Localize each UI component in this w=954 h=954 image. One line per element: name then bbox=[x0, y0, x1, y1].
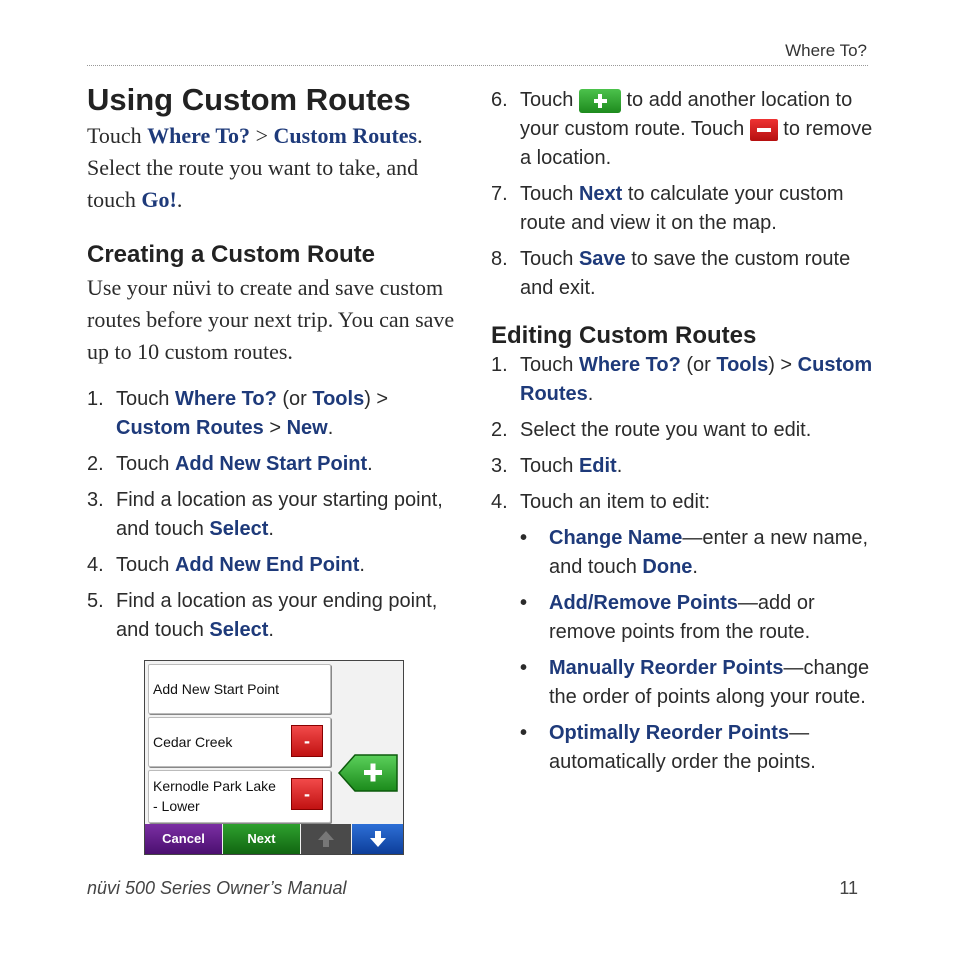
page-number: 11 bbox=[839, 878, 858, 898]
step-text: Touch bbox=[520, 248, 579, 270]
device-screenshot bbox=[144, 660, 404, 855]
bullet-icon: • bbox=[520, 592, 528, 614]
option-text: —add or remove points from the route. bbox=[549, 592, 815, 643]
step-keyword: Next bbox=[578, 183, 623, 205]
creating-steps-continued bbox=[491, 86, 876, 303]
option-keyword: Done bbox=[642, 556, 693, 578]
item-label: Cedar Creek bbox=[153, 734, 233, 750]
step-keyword: Add New Start Point bbox=[174, 453, 368, 475]
step-number: 7. bbox=[491, 183, 508, 205]
step-text: Touch bbox=[520, 354, 579, 376]
step-keyword: Save bbox=[578, 248, 626, 270]
list-item bbox=[87, 450, 467, 479]
bullet-icon: • bbox=[520, 657, 528, 679]
arrow-up-icon bbox=[316, 829, 336, 849]
step-text: Find a location as your ending point, and touch bbox=[116, 590, 438, 641]
editing-steps bbox=[491, 351, 876, 517]
list-item bbox=[491, 488, 876, 517]
edit-options bbox=[520, 524, 876, 777]
step-text: to remove a location. bbox=[520, 118, 873, 169]
list-item bbox=[87, 551, 467, 580]
list-item bbox=[491, 416, 876, 445]
step-text: . bbox=[327, 417, 334, 439]
step-keyword: Select bbox=[209, 619, 269, 641]
option-text: —automatically order the points. bbox=[549, 722, 816, 773]
step-text: to add another location to your custom route. Touch bbox=[520, 89, 853, 140]
step-text: Touch bbox=[116, 388, 175, 410]
scroll-down-button[interactable] bbox=[352, 824, 403, 854]
step-number: 5. bbox=[87, 590, 104, 612]
bullet-icon: • bbox=[520, 722, 528, 744]
step-text: . bbox=[587, 383, 594, 405]
step-number: 3. bbox=[87, 489, 104, 511]
list-item bbox=[87, 486, 467, 544]
step-number: 6. bbox=[491, 89, 508, 111]
step-text: Touch an item to edit: bbox=[520, 491, 711, 513]
step-text: . bbox=[616, 455, 623, 477]
step-number: 2. bbox=[87, 453, 104, 475]
list-item bbox=[491, 245, 876, 303]
arrow-down-icon bbox=[368, 829, 388, 849]
remove-minus-icon[interactable] bbox=[291, 778, 323, 810]
header-divider bbox=[87, 65, 868, 66]
plus-icon bbox=[579, 89, 621, 113]
list-item bbox=[520, 524, 876, 582]
step-text: Select the route you want to edit. bbox=[520, 419, 812, 441]
step-text: . bbox=[268, 619, 274, 641]
step-number: 4. bbox=[87, 554, 104, 576]
device-toolbar bbox=[145, 824, 403, 854]
intro-text: . bbox=[176, 187, 183, 212]
step-text: Find a location as your starting point, and touch bbox=[116, 489, 443, 540]
minus-icon bbox=[750, 119, 778, 141]
step-number: 2. bbox=[491, 419, 508, 441]
list-item bbox=[520, 589, 876, 647]
creating-paragraph: Use your nüvi to create and save custom routes before your next trip. You can save up to 10 custom routes. bbox=[87, 275, 455, 364]
intro-go: Go! bbox=[141, 187, 177, 212]
intro-text: > bbox=[250, 123, 274, 148]
step-keyword: Add New End Point bbox=[174, 554, 360, 576]
remove-minus-icon[interactable] bbox=[291, 725, 323, 757]
step-text: . bbox=[367, 453, 373, 475]
option-keyword: Add/Remove Points bbox=[549, 592, 738, 614]
creating-heading: Creating a Custom Route bbox=[87, 241, 376, 268]
left-column bbox=[87, 80, 467, 652]
step-keyword: Custom Routes bbox=[520, 354, 873, 405]
option-text: —change the order of points along your route. bbox=[549, 657, 870, 708]
cancel-button[interactable]: Cancel bbox=[145, 824, 222, 854]
list-item bbox=[520, 654, 876, 712]
step-text: . bbox=[268, 518, 274, 540]
step-text: . bbox=[359, 554, 365, 576]
step-text: to save the custom route and exit. bbox=[520, 248, 851, 299]
intro-where-to: Where To? bbox=[147, 123, 251, 148]
section-tab: Where To? bbox=[785, 41, 867, 60]
add-new-start-point-item[interactable] bbox=[148, 664, 331, 714]
step-number: 4. bbox=[491, 491, 508, 513]
manual-title-footer: nüvi 500 Series Owner’s Manual bbox=[87, 878, 347, 898]
intro-paragraph bbox=[87, 120, 467, 216]
scroll-up-button[interactable] bbox=[301, 824, 351, 854]
step-text: Touch bbox=[520, 89, 579, 111]
option-keyword: Change Name bbox=[549, 527, 683, 549]
intro-custom-routes: Custom Routes bbox=[273, 123, 418, 148]
step-keyword: Tools bbox=[312, 388, 365, 410]
step-text: Touch bbox=[520, 455, 579, 477]
list-item bbox=[491, 351, 876, 409]
step-keyword: New bbox=[286, 417, 328, 439]
list-item bbox=[491, 180, 876, 238]
step-number: 8. bbox=[491, 248, 508, 270]
item-label: Kernodle Park Lake - Lower bbox=[153, 778, 276, 814]
step-keyword: Where To? bbox=[174, 388, 277, 410]
step-keyword: Edit bbox=[578, 455, 617, 477]
step-keyword: Custom Routes bbox=[116, 417, 264, 439]
item-label: Add New Start Point bbox=[153, 681, 280, 697]
step-number: 3. bbox=[491, 455, 508, 477]
intro-text: . Select the route you want to take, and touch bbox=[87, 123, 423, 212]
list-item bbox=[520, 719, 876, 777]
list-item bbox=[491, 86, 876, 173]
step-text: > bbox=[263, 417, 287, 439]
step-number: 1. bbox=[87, 388, 104, 410]
page-title: Using Custom Routes bbox=[87, 82, 411, 117]
list-item bbox=[87, 385, 467, 443]
bullet-icon: • bbox=[520, 527, 528, 549]
step-text: to calculate your custom route and view it on the map. bbox=[520, 183, 844, 234]
step-text: ) > bbox=[364, 388, 389, 410]
add-plus-icon[interactable] bbox=[337, 753, 399, 793]
list-item bbox=[87, 587, 467, 645]
step-keyword: Where To? bbox=[578, 354, 681, 376]
right-column bbox=[491, 86, 876, 784]
step-text: (or bbox=[276, 388, 313, 410]
option-text: —enter a new name, and touch bbox=[549, 527, 869, 578]
step-keyword: Select bbox=[209, 518, 269, 540]
step-text: Touch bbox=[116, 554, 175, 576]
list-item bbox=[491, 452, 876, 481]
creating-steps bbox=[87, 385, 467, 645]
step-text: ) > bbox=[768, 354, 798, 376]
step-text: Touch bbox=[116, 453, 175, 475]
step-number: 1. bbox=[491, 354, 508, 376]
step-keyword: Tools bbox=[716, 354, 769, 376]
editing-heading: Editing Custom Routes bbox=[491, 322, 757, 349]
option-keyword: Optimally Reorder Points bbox=[549, 722, 790, 744]
intro-text: Touch bbox=[87, 123, 148, 148]
option-keyword: Manually Reorder Points bbox=[549, 657, 784, 679]
step-text: Touch bbox=[520, 183, 579, 205]
step-text: (or bbox=[680, 354, 717, 376]
next-button[interactable]: Next bbox=[223, 824, 300, 854]
option-text: . bbox=[692, 556, 698, 578]
